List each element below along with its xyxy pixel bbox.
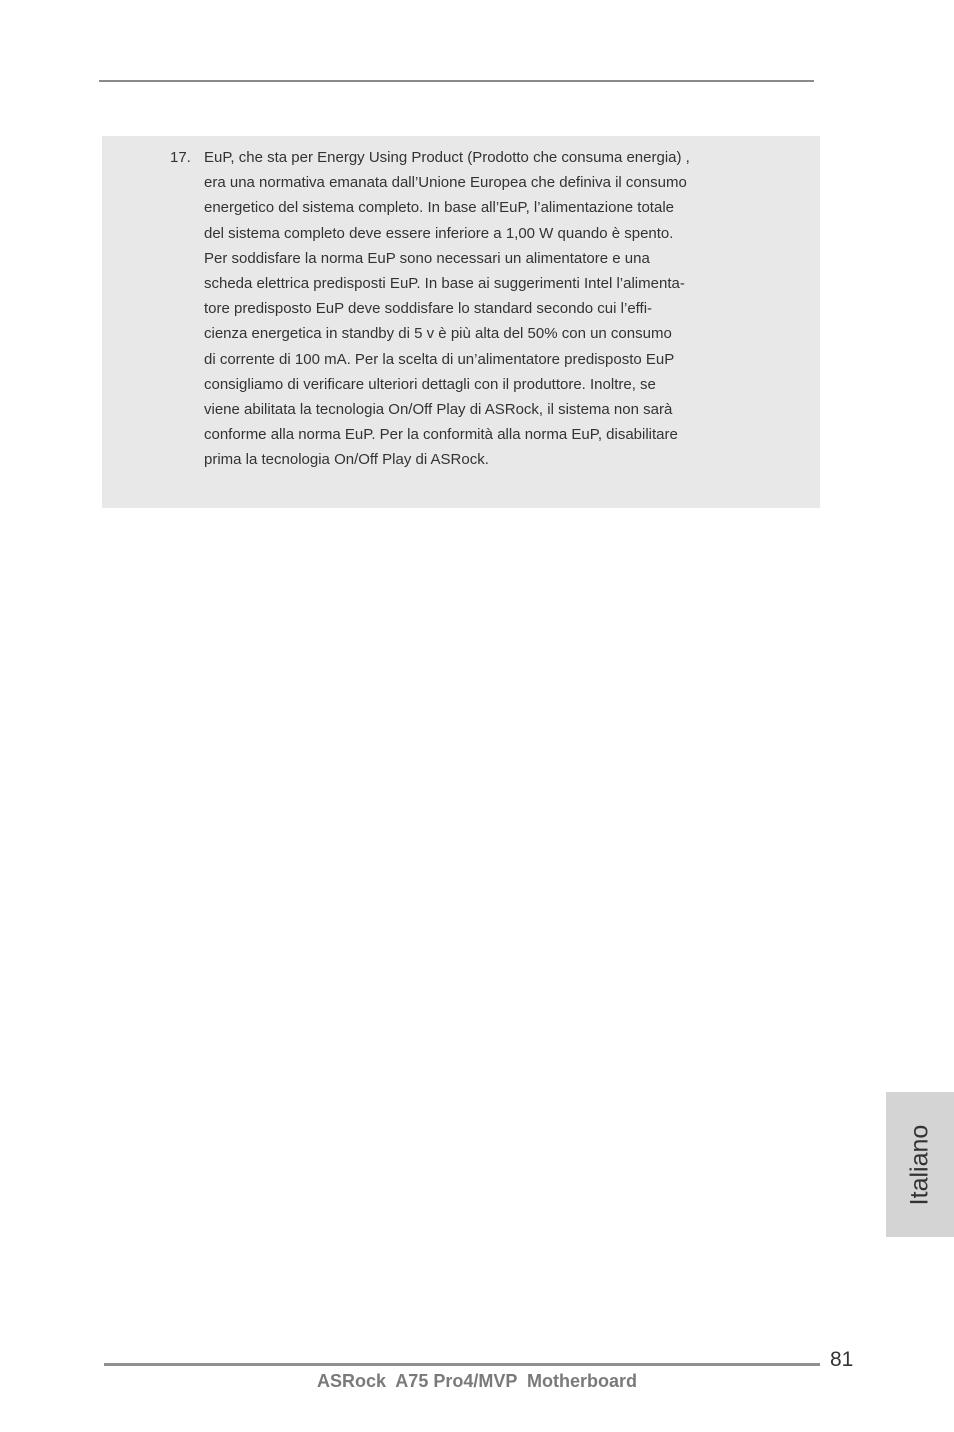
note-line: conforme alla norma EuP. Per la conformità alla norma EuP, disabilitare bbox=[204, 426, 678, 444]
note-line: consigliamo di verificare ulteriori dettagli con il produttore. Inoltre, se bbox=[204, 375, 656, 393]
note-line: era una normativa emanata dall’Unione Europea che definiva il consumo bbox=[204, 174, 687, 192]
note-line: EuP, che sta per Energy Using Product (Prodotto che consuma energia) , bbox=[204, 149, 690, 166]
header-divider bbox=[99, 80, 814, 82]
note-line: di corrente di 100 mA. Per la scelta di un’alimentatore predisposto EuP bbox=[204, 350, 675, 368]
note-line: Per soddisfare la norma EuP sono necessari un alimentatore e una bbox=[204, 249, 650, 267]
note-line: tore predisposto EuP deve soddisfare lo standard secondo cui l’effi- bbox=[204, 300, 653, 318]
note-line: energetico del sistema completo. In base all’EuP, l’alimentazione totale bbox=[204, 199, 674, 217]
note-line: viene abilitata la tecnologia On/Off Play di ASRock, il sistema non sarà bbox=[204, 401, 673, 419]
page-number: 81 bbox=[830, 1348, 854, 1371]
note-line: cienza energetica in standby di 5 v è più alta del 50% con un consumo bbox=[204, 325, 672, 343]
language-tab bbox=[886, 1092, 954, 1237]
note-line: del sistema completo deve essere inferiore a 1,00 W quando è spento. bbox=[204, 224, 674, 242]
footer-title: ASRock A75 Pro4/MVP Motherboard bbox=[316, 1371, 638, 1391]
footer-divider bbox=[104, 1363, 820, 1366]
language-tab-label: Italiano bbox=[905, 1124, 934, 1205]
note-number: 17. bbox=[170, 149, 191, 166]
note-line: prima la tecnologia On/Off Play di ASRock. bbox=[204, 451, 489, 469]
note-paragraph bbox=[204, 145, 764, 473]
note-line: scheda elettrica predisposti EuP. In base ai suggerimenti Intel l’alimenta- bbox=[204, 275, 685, 293]
